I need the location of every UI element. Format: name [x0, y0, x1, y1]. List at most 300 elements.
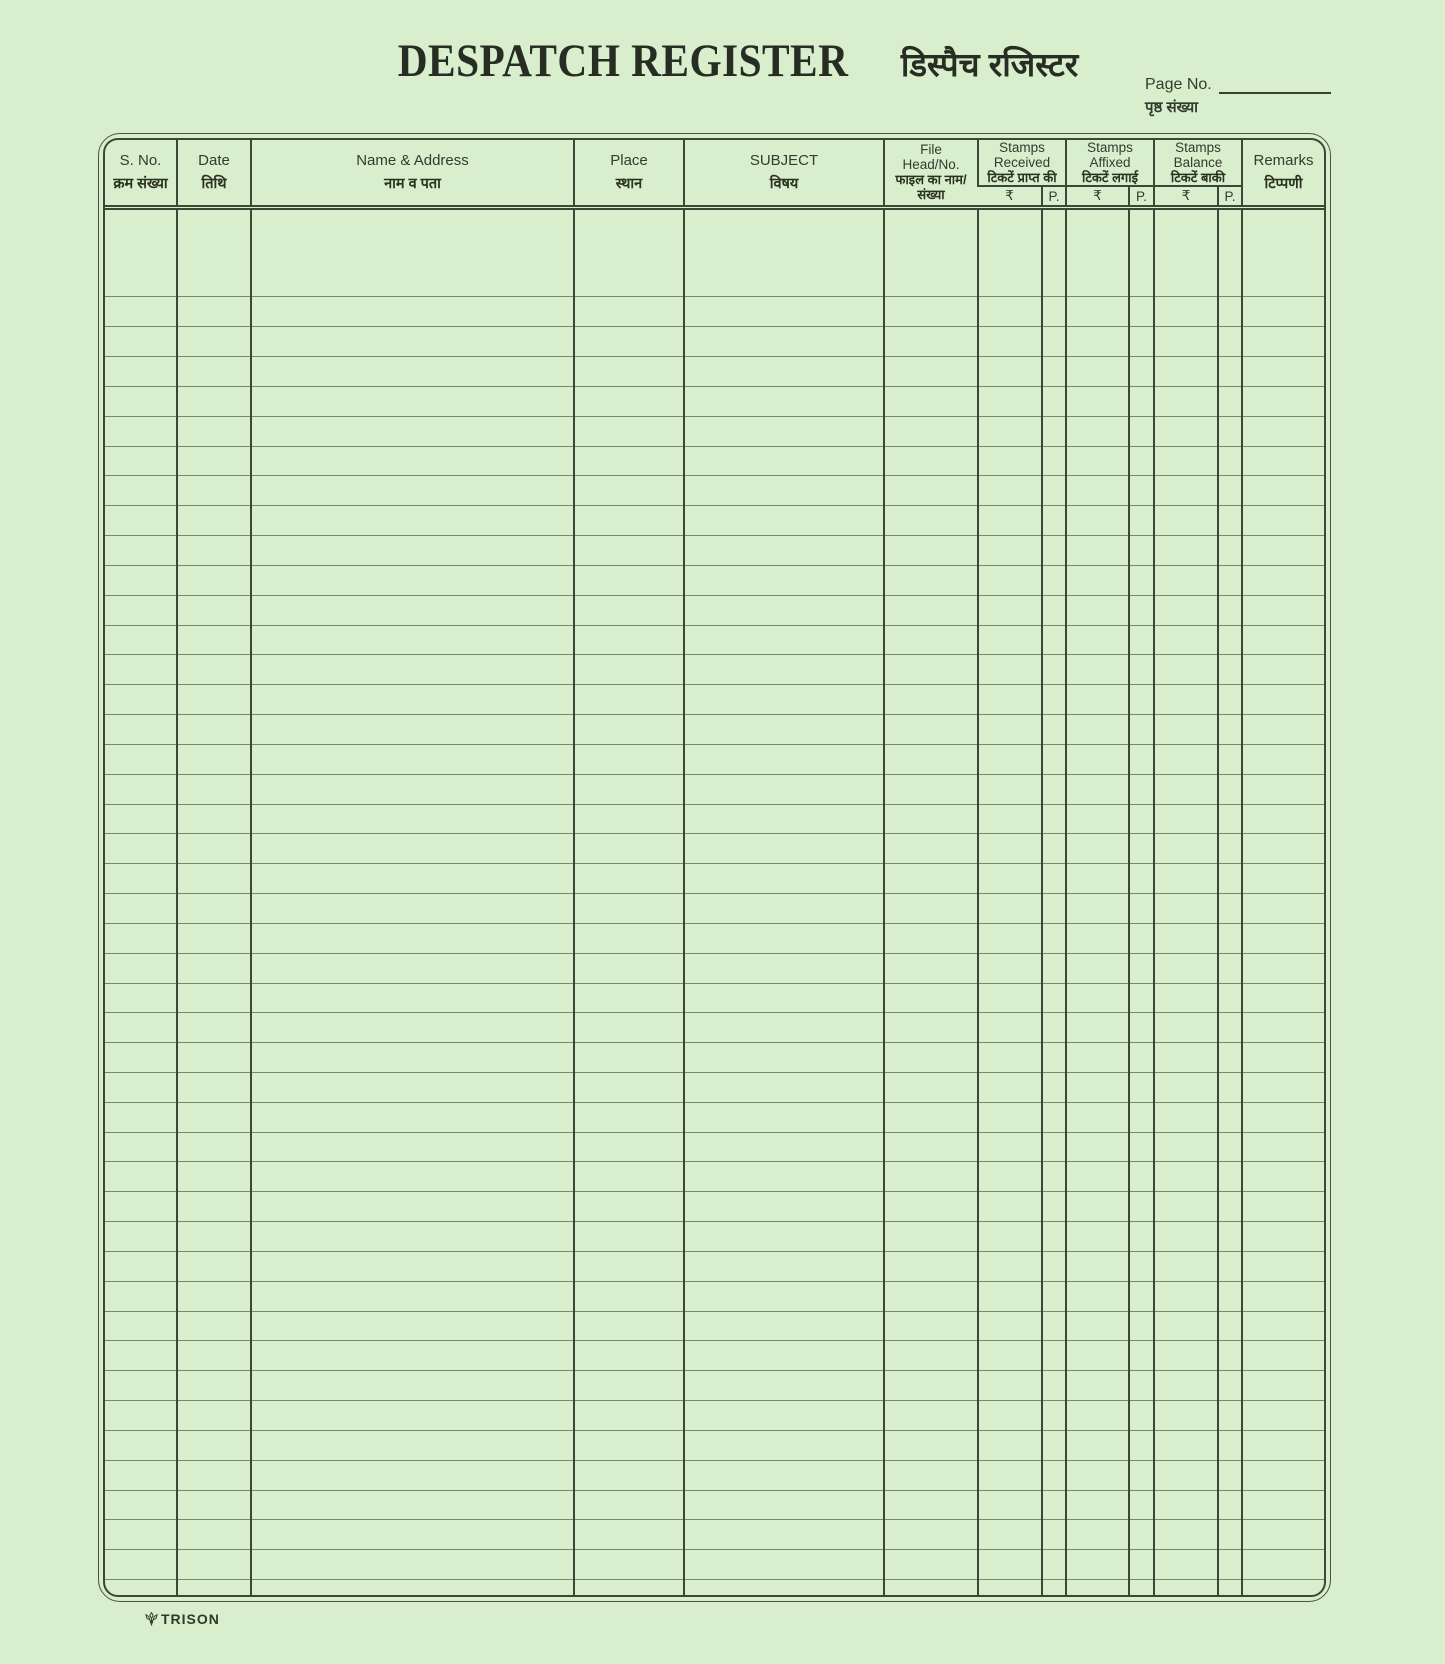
register-cell-empty [1129, 655, 1154, 685]
table-body [105, 207, 1324, 1595]
register-cell-empty [574, 446, 684, 476]
register-cell-empty [1218, 565, 1242, 595]
register-cell-empty [574, 983, 684, 1013]
register-row [105, 774, 1324, 804]
register-cell-empty [1066, 1043, 1129, 1073]
register-cell-empty [1066, 1192, 1129, 1222]
register-cell-empty [574, 595, 684, 625]
register-cell-empty [884, 297, 978, 327]
register-cell-empty [884, 894, 978, 924]
register-cell-empty [1218, 1192, 1242, 1222]
register-cell-empty [1218, 1073, 1242, 1103]
register-cell-empty [1066, 1490, 1129, 1520]
register-cell-empty [1066, 476, 1129, 506]
register-cell-empty [251, 327, 574, 357]
register-cell-empty [177, 923, 251, 953]
register-row [105, 476, 1324, 506]
register-cell-empty [1066, 506, 1129, 536]
register-cell-empty [1129, 506, 1154, 536]
register-cell-empty [978, 1341, 1042, 1371]
register-cell-empty [684, 416, 884, 446]
register-cell-empty [1042, 386, 1066, 416]
register-cell-empty [1066, 1251, 1129, 1281]
register-cell-empty [684, 1162, 884, 1192]
register-cell-empty [1154, 1520, 1218, 1550]
register-row [105, 386, 1324, 416]
register-cell-empty [1154, 774, 1218, 804]
register-cell-empty [1042, 1520, 1066, 1550]
register-cell-empty [684, 1371, 884, 1401]
register-row [105, 357, 1324, 387]
register-cell-empty [1218, 1430, 1242, 1460]
register-cell-empty [251, 685, 574, 715]
register-cell-empty [105, 655, 177, 685]
col-header-stamps-received: Stamps Received टिकटें प्राप्त की [978, 140, 1066, 186]
register-cell-empty [978, 983, 1042, 1013]
col-header-subject: SUBJECT विषय [684, 140, 884, 207]
register-cell-empty [884, 923, 978, 953]
register-cell-empty [1129, 1460, 1154, 1490]
register-cell-empty [1242, 1102, 1324, 1132]
register-cell-empty [1218, 1251, 1242, 1281]
register-cell-empty [177, 357, 251, 387]
col-header-place: Place स्थान [574, 140, 684, 207]
col-header-date: Date तिथि [177, 140, 251, 207]
register-cell-empty [884, 1043, 978, 1073]
register-row [105, 1430, 1324, 1460]
register-cell-empty [177, 655, 251, 685]
register-cell-empty [884, 983, 978, 1013]
register-cell-empty [684, 1013, 884, 1043]
register-cell-empty [251, 357, 574, 387]
register-cell-empty [684, 625, 884, 655]
register-cell-empty [684, 1430, 884, 1460]
register-cell-empty [1218, 655, 1242, 685]
register-cell-empty [251, 1430, 574, 1460]
register-cell-empty [177, 744, 251, 774]
register-cell-empty [1042, 625, 1066, 655]
register-cell-empty [1218, 685, 1242, 715]
register-cell-empty [684, 1460, 884, 1490]
register-cell-empty [1066, 1102, 1129, 1132]
register-cell-empty [978, 774, 1042, 804]
register-cell-empty [884, 1162, 978, 1192]
register-cell-empty [1042, 416, 1066, 446]
register-cell-empty [1154, 864, 1218, 894]
register-row [105, 1580, 1324, 1595]
register-cell-empty [1129, 536, 1154, 566]
register-row [105, 207, 1324, 297]
register-cell-empty [1129, 1520, 1154, 1550]
register-cell-empty [1066, 983, 1129, 1013]
register-cell-empty [884, 595, 978, 625]
register-cell-empty [251, 625, 574, 655]
register-cell-empty [177, 1490, 251, 1520]
register-cell-empty [251, 1222, 574, 1252]
register-cell-empty [574, 1043, 684, 1073]
register-cell-empty [978, 297, 1042, 327]
register-cell-empty [251, 953, 574, 983]
register-cell-empty [177, 1222, 251, 1252]
register-cell-empty [684, 1132, 884, 1162]
register-cell-empty [574, 1132, 684, 1162]
register-cell-empty [1242, 685, 1324, 715]
register-cell-empty [1129, 953, 1154, 983]
register-cell-empty [1154, 1460, 1218, 1490]
register-cell-empty [884, 1222, 978, 1252]
register-cell-empty [1066, 744, 1129, 774]
register-cell-empty [177, 506, 251, 536]
register-row [105, 1132, 1324, 1162]
register-cell-empty [574, 1311, 684, 1341]
register-cell-empty [978, 1102, 1042, 1132]
register-cell-empty [251, 1311, 574, 1341]
register-cell-empty [1042, 1102, 1066, 1132]
register-cell-empty [1066, 536, 1129, 566]
register-cell-empty [1042, 1073, 1066, 1103]
register-cell-empty [1154, 1371, 1218, 1401]
register-cell-empty [978, 685, 1042, 715]
register-cell-empty [105, 1102, 177, 1132]
register-cell-empty [1218, 327, 1242, 357]
register-cell-empty [177, 1311, 251, 1341]
register-cell-empty [1218, 1043, 1242, 1073]
register-cell-empty [684, 1222, 884, 1252]
register-cell-empty [884, 1341, 978, 1371]
table-header [105, 140, 1324, 207]
register-cell-empty [1066, 1341, 1129, 1371]
register-cell-empty [251, 1251, 574, 1281]
register-cell-empty [1242, 1192, 1324, 1222]
register-cell-empty [684, 506, 884, 536]
register-cell-empty [105, 506, 177, 536]
register-cell-empty [1042, 1013, 1066, 1043]
register-cell-empty [574, 804, 684, 834]
register-cell-empty [1154, 685, 1218, 715]
register-cell-empty [1154, 804, 1218, 834]
register-cell-empty [574, 1520, 684, 1550]
register-cell-empty [884, 804, 978, 834]
register-cell-empty [1042, 715, 1066, 745]
register-cell-empty [1154, 923, 1218, 953]
register-cell-empty [105, 1371, 177, 1401]
register-cell-empty [1129, 864, 1154, 894]
register-cell-empty [1129, 446, 1154, 476]
register-cell-empty [574, 953, 684, 983]
register-cell-empty [978, 1580, 1042, 1595]
register-cell-empty [1242, 386, 1324, 416]
register-row [105, 983, 1324, 1013]
register-cell-empty [1129, 923, 1154, 953]
register-cell-empty [574, 923, 684, 953]
register-cell-empty [177, 565, 251, 595]
register-cell-empty [1154, 1132, 1218, 1162]
register-cell-empty [1154, 446, 1218, 476]
register-cell-empty [177, 297, 251, 327]
register-cell-empty [177, 1580, 251, 1595]
register-cell-empty [1218, 625, 1242, 655]
register-cell-empty [684, 774, 884, 804]
register-cell-empty [251, 416, 574, 446]
register-cell-empty [1154, 1102, 1218, 1132]
register-cell-empty [1218, 1132, 1242, 1162]
register-cell-empty [1042, 894, 1066, 924]
register-cell-empty [1242, 327, 1324, 357]
register-row [105, 536, 1324, 566]
register-cell-empty [1242, 1430, 1324, 1460]
register-cell-empty [1066, 685, 1129, 715]
register-cell-empty [251, 207, 574, 297]
register-cell-empty [1042, 1281, 1066, 1311]
register-cell-empty [1154, 506, 1218, 536]
register-cell-empty [105, 1341, 177, 1371]
register-cell-empty [1129, 744, 1154, 774]
register-cell-empty [1242, 1162, 1324, 1192]
register-cell-empty [1042, 327, 1066, 357]
register-cell-empty [884, 1520, 978, 1550]
register-cell-empty [884, 953, 978, 983]
register-cell-empty [684, 1251, 884, 1281]
register-cell-empty [105, 744, 177, 774]
register-cell-empty [1066, 1162, 1129, 1192]
register-cell-empty [1242, 1251, 1324, 1281]
register-cell-empty [1242, 506, 1324, 536]
register-cell-empty [574, 834, 684, 864]
register-cell-empty [1242, 953, 1324, 983]
register-cell-empty [978, 565, 1042, 595]
register-row [105, 1460, 1324, 1490]
register-row [105, 327, 1324, 357]
register-cell-empty [574, 1580, 684, 1595]
register-cell-empty [684, 715, 884, 745]
register-cell-empty [1154, 1430, 1218, 1460]
register-cell-empty [105, 715, 177, 745]
register-cell-empty [684, 595, 884, 625]
register-cell-empty [1218, 1311, 1242, 1341]
register-cell-empty [251, 476, 574, 506]
register-row [105, 1162, 1324, 1192]
register-cell-empty [1154, 357, 1218, 387]
register-cell-empty [105, 357, 177, 387]
register-cell-empty [1242, 357, 1324, 387]
register-cell-empty [177, 1550, 251, 1580]
register-cell-empty [105, 565, 177, 595]
register-cell-empty [1129, 774, 1154, 804]
register-cell-empty [978, 207, 1042, 297]
register-cell-empty [978, 536, 1042, 566]
register-cell-empty [105, 297, 177, 327]
register-cell-empty [574, 1013, 684, 1043]
register-cell-empty [1242, 565, 1324, 595]
register-cell-empty [1066, 416, 1129, 446]
register-cell-empty [1218, 1013, 1242, 1043]
col-header-remarks: Remarks टिप्पणी [1242, 140, 1324, 207]
register-cell-empty [1154, 1162, 1218, 1192]
register-row [105, 1550, 1324, 1580]
register-row [105, 1251, 1324, 1281]
register-cell-empty [1242, 715, 1324, 745]
register-cell-empty [978, 386, 1042, 416]
register-cell-empty [1042, 1490, 1066, 1520]
register-cell-empty [1129, 1043, 1154, 1073]
register-cell-empty [978, 864, 1042, 894]
register-cell-empty [1129, 1192, 1154, 1222]
register-cell-empty [884, 864, 978, 894]
register-cell-empty [1242, 1132, 1324, 1162]
register-cell-empty [1042, 1043, 1066, 1073]
register-cell-empty [105, 864, 177, 894]
register-cell-empty [884, 1251, 978, 1281]
register-cell-empty [978, 923, 1042, 953]
register-cell-empty [574, 357, 684, 387]
register-cell-empty [1066, 715, 1129, 745]
register-cell-empty [1242, 1580, 1324, 1595]
register-cell-empty [884, 1132, 978, 1162]
register-cell-empty [251, 834, 574, 864]
register-cell-empty [1218, 476, 1242, 506]
register-cell-empty [574, 1341, 684, 1371]
col-header-name-address: Name & Address नाम व पता [251, 140, 574, 207]
register-cell-empty [1129, 1132, 1154, 1162]
register-cell-empty [1129, 416, 1154, 446]
register-cell-empty [1042, 1132, 1066, 1162]
register-cell-empty [1154, 1222, 1218, 1252]
register-cell-empty [251, 297, 574, 327]
register-cell-empty [574, 744, 684, 774]
register-cell-empty [884, 536, 978, 566]
register-cell-empty [1242, 923, 1324, 953]
register-cell-empty [1042, 1162, 1066, 1192]
brand-logo [145, 1611, 220, 1627]
register-cell-empty [884, 744, 978, 774]
col-header-sno: S. No. क्रम संख्या [105, 140, 177, 207]
register-cell-empty [1218, 715, 1242, 745]
register-cell-empty [1218, 864, 1242, 894]
register-row [105, 953, 1324, 983]
register-cell-empty [1218, 894, 1242, 924]
register-cell-empty [177, 1043, 251, 1073]
register-cell-empty [884, 446, 978, 476]
register-cell-empty [251, 1043, 574, 1073]
register-cell-empty [684, 1580, 884, 1595]
register-cell-empty [684, 685, 884, 715]
register-cell-empty [1242, 1341, 1324, 1371]
register-cell-empty [1129, 1281, 1154, 1311]
register-cell-empty [177, 894, 251, 924]
register-cell-empty [1129, 894, 1154, 924]
register-cell-empty [251, 536, 574, 566]
register-cell-empty [978, 1043, 1042, 1073]
register-cell-empty [177, 685, 251, 715]
page-no-label-hi: पृष्ठ संख्या [1145, 99, 1199, 116]
page-no-label-en: Page No. [1145, 76, 1212, 93]
register-cell-empty [978, 1430, 1042, 1460]
register-cell-empty [978, 804, 1042, 834]
register-cell-empty [251, 1281, 574, 1311]
register-cell-empty [1042, 536, 1066, 566]
col-header-stamps-balance: Stamps Balance टिकटें बाकी [1154, 140, 1242, 186]
register-cell-empty [1154, 894, 1218, 924]
register-cell-empty [978, 625, 1042, 655]
register-cell-empty [177, 327, 251, 357]
register-cell-empty [251, 774, 574, 804]
register-cell-empty [1042, 923, 1066, 953]
register-cell-empty [684, 1102, 884, 1132]
register-cell-empty [1129, 983, 1154, 1013]
register-cell-empty [105, 894, 177, 924]
register-cell-empty [1218, 1102, 1242, 1132]
register-cell-empty [1066, 595, 1129, 625]
register-cell-empty [1129, 1401, 1154, 1431]
register-cell-empty [684, 446, 884, 476]
register-cell-empty [574, 685, 684, 715]
register-cell-empty [105, 1073, 177, 1103]
register-cell-empty [1129, 357, 1154, 387]
register-row [105, 506, 1324, 536]
register-cell-empty [1066, 207, 1129, 297]
register-row [105, 416, 1324, 446]
register-cell-empty [1154, 1013, 1218, 1043]
register-row [105, 1013, 1324, 1043]
register-row [105, 864, 1324, 894]
register-cell-empty [1066, 774, 1129, 804]
register-cell-empty [574, 536, 684, 566]
register-cell-empty [1242, 1073, 1324, 1103]
register-cell-empty [1242, 476, 1324, 506]
register-cell-empty [177, 1192, 251, 1222]
register-cell-empty [177, 386, 251, 416]
register-cell-empty [1154, 565, 1218, 595]
register-cell-empty [1042, 655, 1066, 685]
register-cell-empty [1066, 804, 1129, 834]
register-cell-empty [1066, 446, 1129, 476]
register-cell-empty [1042, 1401, 1066, 1431]
register-cell-empty [1242, 1550, 1324, 1580]
register-cell-empty [884, 565, 978, 595]
register-cell-empty [574, 655, 684, 685]
register-cell-empty [1242, 416, 1324, 446]
register-row [105, 446, 1324, 476]
register-cell-empty [1218, 1281, 1242, 1311]
register-cell-empty [884, 834, 978, 864]
register-cell-empty [177, 1073, 251, 1103]
register-cell-empty [251, 446, 574, 476]
register-cell-empty [978, 476, 1042, 506]
register-cell-empty [105, 595, 177, 625]
register-cell-empty [1154, 715, 1218, 745]
register-cell-empty [574, 1192, 684, 1222]
register-cell-empty [1154, 1341, 1218, 1371]
register-cell-empty [251, 1341, 574, 1371]
register-cell-empty [684, 1490, 884, 1520]
register-cell-empty [1154, 476, 1218, 506]
register-cell-empty [978, 1550, 1042, 1580]
register-cell-empty [1066, 386, 1129, 416]
register-cell-empty [1066, 565, 1129, 595]
register-cell-empty [884, 1102, 978, 1132]
register-cell-empty [1042, 207, 1066, 297]
register-row [105, 744, 1324, 774]
register-cell-empty [1218, 297, 1242, 327]
register-cell-empty [1218, 595, 1242, 625]
register-cell-empty [684, 804, 884, 834]
register-cell-empty [574, 1550, 684, 1580]
register-cell-empty [978, 953, 1042, 983]
register-cell-empty [251, 1401, 574, 1431]
register-cell-empty [684, 565, 884, 595]
register-cell-empty [884, 386, 978, 416]
register-cell-empty [1242, 1490, 1324, 1520]
